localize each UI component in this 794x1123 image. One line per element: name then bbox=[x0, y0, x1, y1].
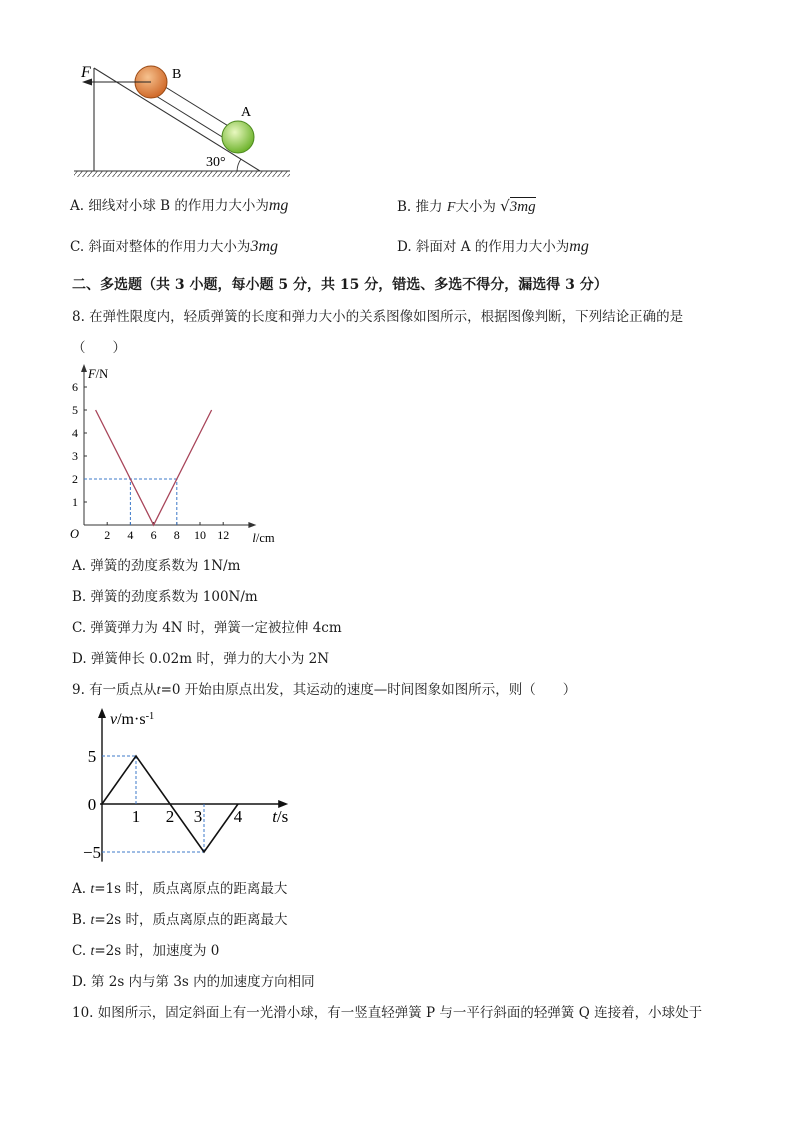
q7-option-b-text2: 大小为 bbox=[455, 199, 496, 215]
x-tick-label: 4 bbox=[127, 528, 134, 542]
x-axis-label: t/s bbox=[272, 807, 289, 826]
y-axis-arrow-icon bbox=[98, 708, 106, 718]
q7-option-d-text: D. 斜面对 A 的作用力大小为 bbox=[397, 239, 570, 255]
q9-option-b-var: t bbox=[90, 913, 95, 928]
q7-option-a bbox=[70, 197, 288, 215]
q7-option-c-expr: 3mg bbox=[250, 238, 278, 255]
angle-arc bbox=[237, 159, 241, 171]
y-axis-arrow-icon bbox=[81, 364, 87, 372]
q7-option-c-text: C. 斜面对整体的作用力大小为 bbox=[70, 239, 251, 255]
force-length-line bbox=[96, 410, 212, 525]
incline-surface bbox=[94, 68, 260, 171]
q9-option-a-post: =1s 时，质点离原点的距离最大 bbox=[94, 881, 288, 897]
spring-force-chart bbox=[66, 362, 286, 552]
x-axis-arrow-icon bbox=[248, 522, 256, 528]
x-tick-label: 4 bbox=[233, 807, 243, 826]
q9-option-d bbox=[72, 973, 315, 991]
q9-option-b-post: =2s 时，质点离原点的距离最大 bbox=[94, 912, 288, 928]
q7-option-b bbox=[397, 197, 536, 217]
q9-option-a-pre: A. bbox=[72, 881, 91, 897]
ball-a bbox=[222, 121, 254, 153]
sqrt-icon: √ bbox=[500, 197, 510, 215]
y-tick-label: 5 bbox=[72, 403, 78, 417]
q9-option-d-pre: D. bbox=[72, 974, 91, 990]
x-tick-label: 6 bbox=[150, 528, 157, 542]
section-title: 二、多选题（共 3 小题，每小题 5 分，共 15 分，错选、多选不得分，漏选得 3 分） bbox=[72, 277, 608, 293]
q10-stem: 10. 如图所示，固定斜面上有一光滑小球，有一竖直轻弹簧 P 与一平行斜面的轻弹簧 Q 连接着，小球处于 bbox=[72, 1005, 703, 1021]
x-tick-label: 8 bbox=[173, 528, 180, 542]
y-tick-label: −5 bbox=[82, 843, 102, 862]
q9-stem-var: t bbox=[156, 683, 161, 698]
y-axis-label: $v/m\cdot s^{-1}$ bbox=[110, 710, 155, 728]
label-a: A bbox=[241, 105, 252, 120]
q9-option-c-post: =2s 时，加速度为 0 bbox=[94, 943, 220, 959]
q7-option-d bbox=[397, 238, 589, 256]
q9-option-a-var: t bbox=[90, 882, 95, 897]
x-tick-label: 3 bbox=[193, 807, 203, 826]
q7-option-a-expr: mg bbox=[268, 197, 289, 214]
q9-stem-post: =0 开始由原点出发，其运动的速度—时间图象如图所示，则（ ） bbox=[160, 682, 577, 698]
y-tick-label: 3 bbox=[72, 449, 78, 463]
y-tick-label: 5 bbox=[87, 747, 97, 766]
y-tick-label: 1 bbox=[72, 495, 78, 509]
ground-hatch bbox=[74, 171, 290, 177]
y-tick-label: 6 bbox=[72, 380, 78, 394]
angle-label: 30° bbox=[206, 155, 226, 170]
velocity-time-chart bbox=[80, 704, 295, 864]
origin-label: O bbox=[70, 527, 80, 541]
x-tick-label: 10 bbox=[194, 528, 206, 542]
x-tick-label: 2 bbox=[165, 807, 175, 826]
x-tick-label: 12 bbox=[217, 528, 230, 542]
x-tick-label: 2 bbox=[104, 528, 111, 542]
y-axis-label: F/N bbox=[88, 367, 109, 381]
label-b: B bbox=[172, 67, 182, 82]
q9-option-c bbox=[72, 942, 219, 961]
q8-option-b: B. 弹簧的劲度系数为 100N/m bbox=[72, 589, 258, 605]
x-axis-label: l/cm bbox=[252, 531, 275, 545]
q8-stem: 8. 在弹性限度内，轻质弹簧的长度和弹力大小的关系图像如图所示，根据图像判断，下列结论正确的是 bbox=[72, 309, 684, 325]
incline-figure bbox=[70, 60, 300, 185]
q7-option-b-text: B. 推力 bbox=[397, 199, 443, 215]
q8-blank: （ ） bbox=[72, 340, 126, 356]
q7-option-b-var: F bbox=[446, 200, 456, 215]
x-tick-label: 1 bbox=[131, 807, 141, 826]
q7-option-a-text: A. 细线对小球 B 的作用力大小为 bbox=[70, 198, 269, 214]
q9-option-b bbox=[72, 911, 288, 930]
origin-label: 0 bbox=[87, 795, 97, 814]
q8-option-c: C. 弹簧弹力为 4N 时，弹簧一定被拉伸 4cm bbox=[72, 620, 342, 636]
rod-edge-top bbox=[154, 80, 238, 132]
q9-option-c-pre: C. bbox=[72, 943, 91, 959]
q9-option-c-var: t bbox=[90, 944, 95, 959]
q9-stem bbox=[72, 681, 576, 700]
q8-option-a: A. 弹簧的劲度系数为 1N/m bbox=[72, 558, 241, 574]
q9-stem-pre: 9. 有一质点从 bbox=[72, 682, 157, 698]
q7-option-c bbox=[70, 238, 278, 256]
q7-option-d-expr: mg bbox=[569, 238, 589, 255]
y-tick-label: 4 bbox=[72, 426, 78, 440]
q9-option-d-post: 第 2s 内与第 3s 内的加速度方向相同 bbox=[90, 974, 315, 990]
y-tick-label: 2 bbox=[72, 472, 78, 486]
q9-option-b-pre: B. bbox=[72, 912, 91, 928]
label-f: F bbox=[81, 64, 91, 81]
q8-option-d: D. 弹簧伸长 0.02m 时，弹力的大小为 2N bbox=[72, 651, 330, 667]
q9-option-a bbox=[72, 880, 287, 899]
rod-edge-bottom bbox=[148, 91, 232, 143]
q7-option-b-expr: 3mg bbox=[509, 199, 536, 215]
